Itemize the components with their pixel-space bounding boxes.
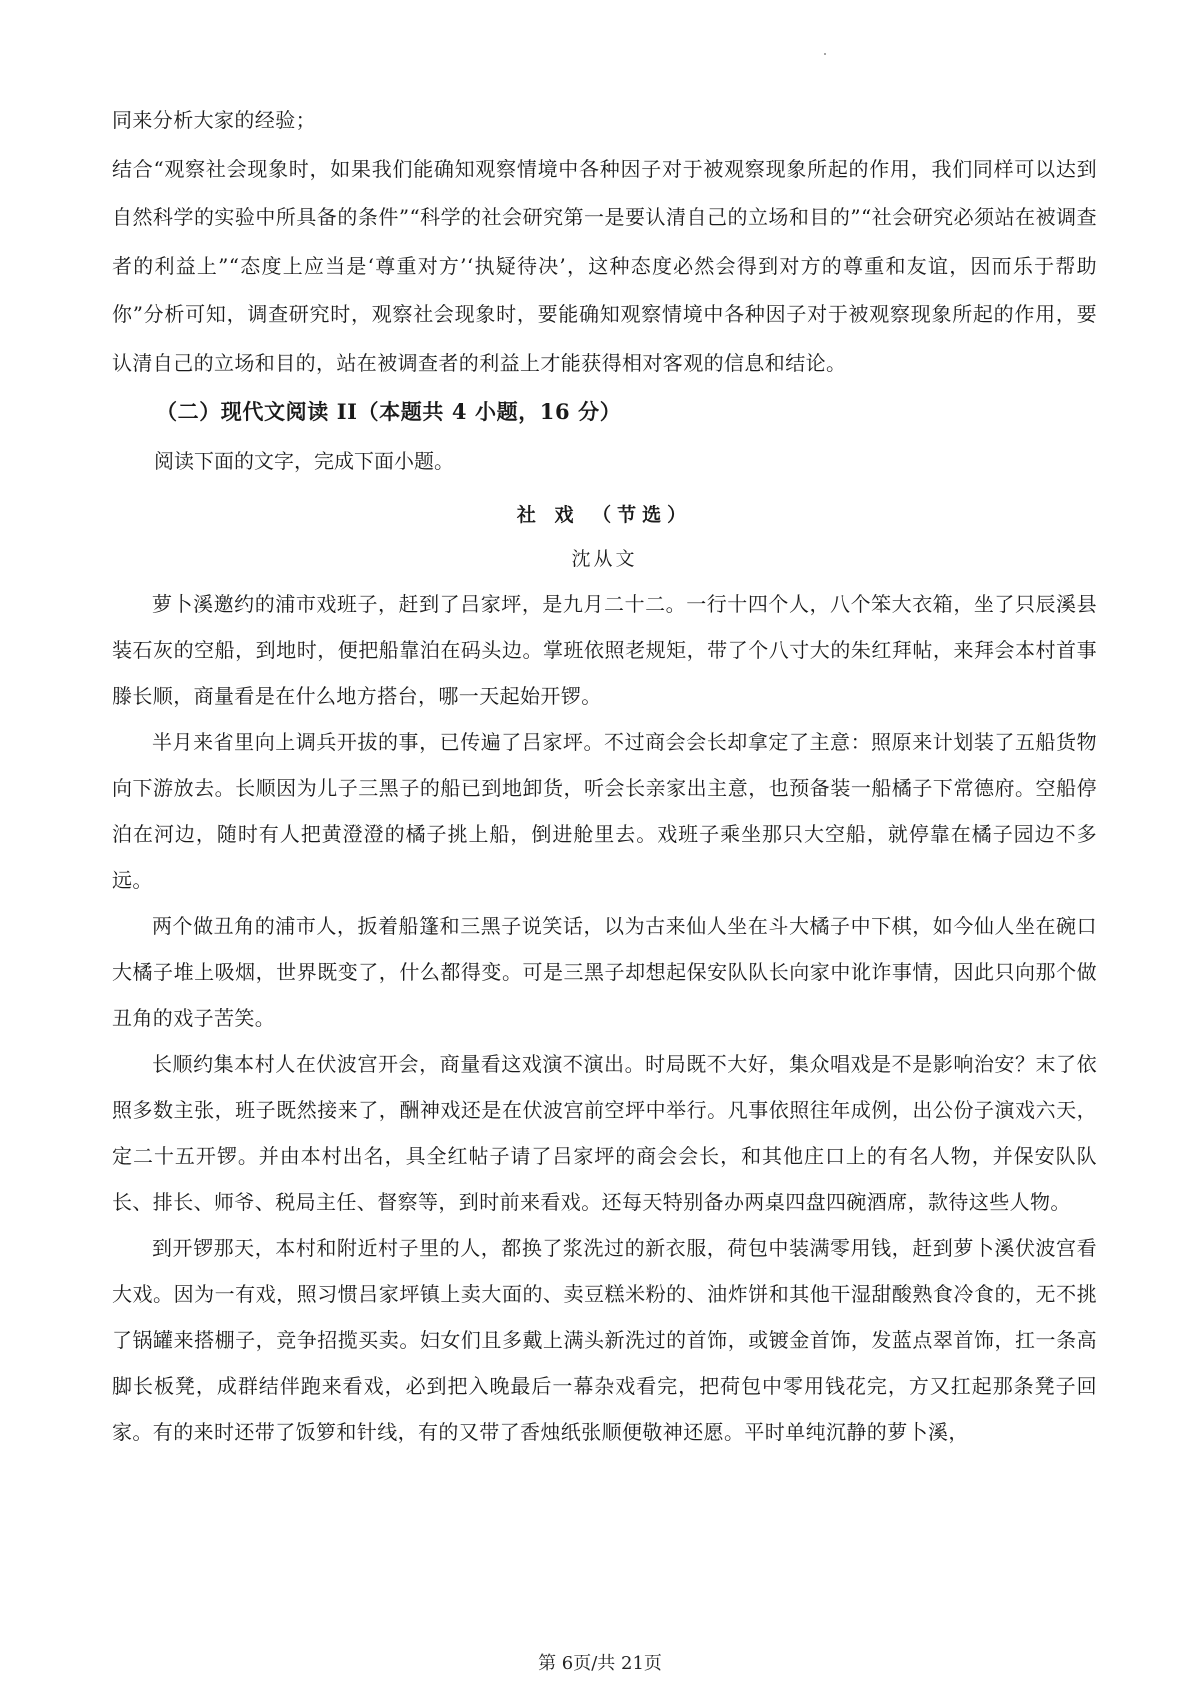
story-paragraph-1: 萝卜溪邀约的浦市戏班子，赶到了吕家坪，是九月二十二。一行十四个人，八个笨大衣箱，坐了只辰溪县装石灰的空船，到地时，便把船靠泊在码头边。掌班依照老规矩，带了个八寸大的朱红拜帖，来拜会本村首事滕长顺，商量看是在什么地方搭台，哪一天起始开锣。: [112, 592, 1097, 708]
page-number-footer: 第 6页/共 21页: [538, 1653, 662, 1674]
story-paragraph-4: 长顺约集本村人在伏波宫开会，商量看这戏演不演出。时局既不大好，集众唱戏是不是影响治安？末了依照多数主张，班子既然接来了，酬神戏还是在伏波宫前空坪中举行。凡事依照往年成例，出公份子演戏六天，定二十五开锣。并由本村出名，具全红帖子请了吕家坪的商会会长，和其他庄口上的有名人物，并保安队队长、排长、师爷、税局主任、督察等，到时前来看戏。还每天特别备办两桌四盘四碗酒席，款待这些人物。: [112, 1052, 1097, 1214]
scan-speck: [824, 53, 826, 55]
story-paragraph-5: 到开锣那天，本村和附近村子里的人，都换了浆洗过的新衣服，荷包中装满零用钱，赶到萝卜溪伏波宫看大戏。因为一有戏，照习惯吕家坪镇上卖大面的、卖豆糕米粉的、油炸饼和其他干湿甜酸熟食冷食的，无不挑了锅罐来搭棚子，竞争招揽买卖。妇女们且多戴上满头新洗过的首饰，或镀金首饰，发蓝点翠首饰，扛一条高脚长板凳，成群结伴跑来看戏，必到把入晚最后一幕杂戏看完，把荷包中零用钱花完，方又扛起那条凳子回家。有的来时还带了饭箩和针线，有的又带了香烛纸张顺便敬神还愿。平时单纯沉静的萝卜溪，: [112, 1236, 1097, 1444]
page-content: [112, 96, 1097, 1455]
story-paragraph-2: 半月来省里向上调兵开拔的事，已传遍了吕家坪。不过商会会长却拿定了主意：照原来计划装了五船货物向下游放去。长顺因为儿子三黑子的船已到地卸货，听会长亲家出主意，也预备装一船橘子下常德府。空船停泊在河边，随时有人把黄澄澄的橘子挑上船，倒进舱里去。戏班子乘坐那只大空船，就停靠在橘子园边不多远。: [112, 730, 1097, 892]
story-author: 沈从文: [571, 548, 638, 570]
intro-paragraph-1: 同来分析大家的经验；: [112, 108, 316, 132]
section-instruction: 阅读下面的文字，完成下面小题。: [154, 449, 454, 473]
section-heading: （二）现代文阅读 II（本题共 4 小题，16 分）: [156, 399, 622, 424]
intro-paragraph-2: 结合“观察社会现象时，如果我们能确知观察情境中各种因子对于被观察现象所起的作用，我们同样可以达到自然科学的实验中所具备的条件”“科学的社会研究第一是要认清自己的立场和目的”“社会研究必须站在被调查者的利益上”“态度上应当是‘尊重对方’‘执疑待决’，这种态度必然会得到对方的尊重和友谊，因而乐于帮助你”分析可知，调查研究时，观察社会现象时，要能确知观察情境中各种因子对于被观察现象所起的作用，要认清自己的立场和目的，站在被调查者的利益上才能获得相对客观的信息和结论。: [112, 156, 1097, 375]
story-paragraph-3: 两个做丑角的浦市人，扳着船篷和三黑子说笑话，以为古来仙人坐在斗大橘子中下棋，如今仙人坐在碗口大橘子堆上吸烟，世界既变了，什么都得变。可是三黑子却想起保安队队长向家中讹诈事情，因此只向那个做丑角的戏子苦笑。: [112, 914, 1097, 1030]
story-title: 社 戏 （节选）: [516, 504, 693, 526]
